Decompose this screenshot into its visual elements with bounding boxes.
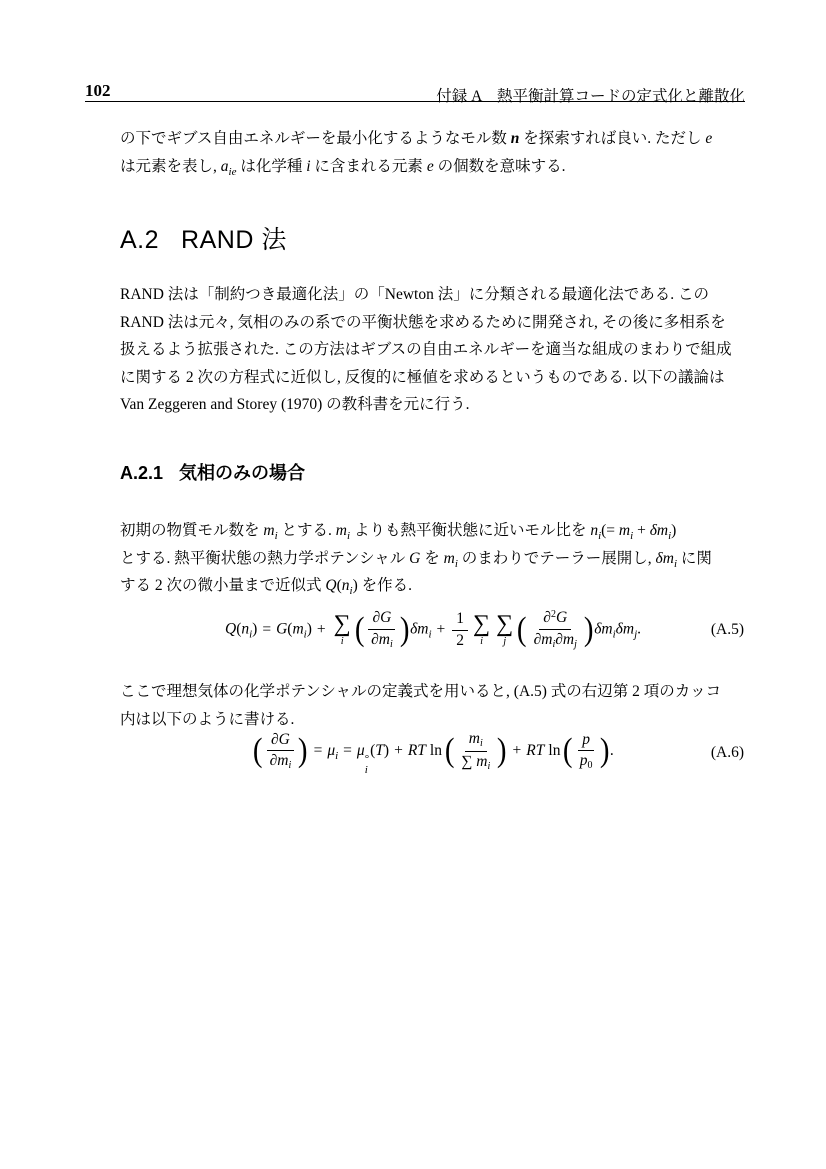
math-token: m bbox=[292, 620, 304, 638]
text-line bbox=[120, 678, 746, 706]
intro-paragraph bbox=[120, 125, 746, 180]
header-rule bbox=[85, 101, 745, 102]
math-token: δm bbox=[615, 620, 635, 638]
equals-sign: = bbox=[262, 620, 272, 638]
text-line bbox=[120, 125, 746, 153]
math-superscript: ° bbox=[364, 753, 370, 766]
math-token: m bbox=[468, 729, 480, 747]
inline-math: a bbox=[220, 157, 229, 175]
summation-index: i bbox=[340, 636, 344, 648]
math-subscript: i bbox=[428, 628, 432, 641]
math-token: ) bbox=[252, 620, 258, 638]
text-segment: する 2 次の微小量まで近似式 bbox=[120, 577, 326, 594]
text-line bbox=[120, 309, 746, 337]
summation bbox=[473, 612, 490, 648]
math-subscript: i bbox=[303, 628, 307, 641]
running-head: 付録 A 熱平衡計算コードの定式化と離散化 bbox=[436, 88, 745, 105]
inline-math: G bbox=[409, 549, 421, 567]
text-segment: のまわりでテーラー展開し, bbox=[457, 549, 656, 567]
math-subscript: i bbox=[288, 760, 292, 772]
inline-math: i bbox=[630, 530, 634, 542]
math-token: μ bbox=[356, 742, 365, 760]
equation-a6 bbox=[120, 722, 746, 784]
plus-sign: + bbox=[512, 742, 522, 760]
text-segment: は元素を表し, bbox=[120, 157, 221, 175]
section-heading-a2 bbox=[120, 220, 287, 256]
text-segment: ここで理想気体の化学ポテンシャルの定義式を用いると, (A.5) 式の右辺第 2 項のカッコ bbox=[120, 683, 722, 700]
text-segment: ) を作る. bbox=[352, 577, 412, 594]
text-line bbox=[120, 391, 746, 419]
math-token: ( bbox=[287, 620, 293, 638]
math-token: ∂m bbox=[371, 630, 390, 648]
section-number: A.2 bbox=[120, 226, 160, 254]
math-subscript: i bbox=[335, 750, 339, 763]
math-token: p bbox=[582, 730, 591, 748]
text-segment: + bbox=[633, 522, 650, 539]
math-token: G bbox=[555, 609, 568, 627]
plus-sign: + bbox=[394, 742, 403, 760]
text-segment: よりも熱平衡状態に近いモル比を bbox=[350, 522, 591, 539]
math-token: ∂m bbox=[269, 752, 289, 770]
math-subscript: i bbox=[487, 760, 491, 772]
fraction-one-half bbox=[452, 610, 468, 650]
text-segment: ) bbox=[671, 522, 677, 539]
text-segment: ( bbox=[336, 577, 342, 594]
text-segment: とする. bbox=[277, 522, 336, 539]
math-token: ∂ bbox=[543, 609, 551, 627]
text-segment: を探索すれば良い. ただし bbox=[519, 130, 706, 147]
math-token: . bbox=[609, 742, 614, 760]
plus-sign: + bbox=[316, 620, 326, 638]
equation-a6-body: ( $\frac{\partial G}{\partial m_i}$ ) = $\mu_i = \mu$ ° i (T) + RT ln( $\frac{m_i}{\sum m_i}$ ) + RT ln( $\frac{p}{p_0}$ ). bbox=[253, 729, 614, 777]
math-token: n bbox=[241, 620, 250, 638]
inline-math: m bbox=[335, 522, 347, 539]
text-segment: 初期の物質モル数を bbox=[120, 522, 264, 539]
fraction-second-derivative bbox=[530, 609, 581, 651]
equals-sign: = bbox=[343, 742, 352, 760]
math-token: ∂m bbox=[533, 630, 553, 648]
inline-math: i bbox=[598, 530, 602, 542]
math-token: RT bbox=[407, 742, 426, 760]
text-segment: 扱えるよう拡張された. この方法はギブスの自由エネルギーを適当な組成のまわりで組成 bbox=[120, 341, 732, 358]
text-segment: に関 bbox=[677, 549, 712, 567]
text-line bbox=[120, 153, 746, 181]
fraction-dG-dmi bbox=[367, 609, 397, 651]
fraction-pressure bbox=[576, 731, 597, 773]
inline-math: m bbox=[618, 522, 631, 539]
text-line bbox=[120, 364, 746, 392]
inline-math: i bbox=[274, 530, 278, 542]
text-line bbox=[120, 281, 746, 309]
ln-function: ln bbox=[548, 742, 561, 760]
text-segment: は化学種 bbox=[236, 157, 307, 175]
summation-index: i bbox=[480, 636, 484, 648]
inline-math: e bbox=[705, 130, 713, 147]
math-subscript: j bbox=[634, 628, 638, 641]
text-segment: 内は以下のように書ける. bbox=[120, 710, 295, 728]
math-subscript: i bbox=[389, 638, 393, 650]
subsection-number: A.2.1 bbox=[120, 463, 164, 483]
plus-sign: + bbox=[436, 620, 446, 638]
math-subscript: i bbox=[612, 628, 616, 641]
math-subscript: i bbox=[479, 737, 483, 749]
inline-math: m bbox=[263, 522, 275, 539]
math-token: Q bbox=[224, 620, 237, 638]
subsection-heading-a21 bbox=[120, 459, 305, 485]
math-token: RT bbox=[526, 742, 545, 760]
text-segment: RAND 法は元々, 気相のみの系での平衡状態を求めるために開発され, その後に多相系を bbox=[120, 313, 726, 331]
equation-a5 bbox=[120, 595, 746, 665]
math-superscript: 2 bbox=[550, 609, 556, 621]
math-token: ) bbox=[383, 742, 390, 760]
inline-math: i bbox=[668, 530, 672, 542]
text-segment: n bbox=[510, 130, 520, 147]
math-token: ∂m bbox=[555, 630, 575, 648]
inline-math: i bbox=[306, 157, 311, 175]
math-token: p bbox=[579, 752, 588, 770]
sigma-operator: ∑ bbox=[473, 611, 491, 638]
text-segment: を bbox=[420, 549, 444, 567]
math-token: ( bbox=[236, 620, 242, 638]
text-segment: の下でギブス自由エネルギーを最小化するようなモル数 bbox=[120, 130, 511, 147]
text-line bbox=[120, 517, 746, 545]
inline-math: δm bbox=[649, 522, 669, 539]
math-token: ∂G bbox=[270, 730, 290, 748]
summation bbox=[496, 612, 513, 648]
math-token: μ bbox=[327, 742, 336, 760]
math-token: ∂G bbox=[372, 609, 392, 627]
inline-math: δm bbox=[655, 549, 674, 567]
rand-paragraph bbox=[120, 281, 746, 419]
math-subscript: 0 bbox=[587, 760, 593, 772]
math-token: . bbox=[637, 620, 641, 638]
inline-math: e bbox=[426, 157, 434, 175]
math-token: T bbox=[375, 742, 384, 760]
math-token: δm bbox=[594, 620, 613, 638]
text-segment: (= bbox=[601, 522, 619, 539]
inline-math: Q bbox=[325, 577, 337, 594]
math-token: 2 bbox=[456, 631, 465, 649]
text-line bbox=[120, 336, 746, 364]
math-token: m bbox=[476, 752, 488, 770]
inline-math: n bbox=[341, 577, 350, 594]
math-token: ) bbox=[306, 620, 312, 638]
section-title: RAND 法 bbox=[181, 226, 287, 254]
math-subscript: i bbox=[552, 638, 556, 650]
sigma-operator: ∑ bbox=[461, 752, 473, 770]
text-line bbox=[120, 545, 746, 573]
summation-index: j bbox=[503, 636, 507, 648]
inline-math: n bbox=[590, 522, 599, 539]
text-segment: Van Zeggeren and Storey (1970) の教科書を元に行う. bbox=[120, 396, 470, 413]
math-subscript: j bbox=[574, 638, 577, 650]
text-segment: に関する 2 次の方程式に近似し, 反復的に極値を求めるというものである. 以下の議論は bbox=[120, 368, 725, 386]
inline-math: i bbox=[673, 557, 677, 570]
inline-math: i bbox=[347, 530, 351, 542]
sigma-operator: ∑ bbox=[333, 611, 351, 638]
math-token: δm bbox=[410, 620, 429, 638]
equation-a5-body: $Q(n_i) = G(m_i)$ + ∑ i ( $\frac{\partial G}{\partial m_i}$ )$\delta m_i$ + $\frac{1}{2}$ ∑ i ∑ j ( $\frac{\partial^2G}{\partial m_i\partial m_j}$ )$\delta m_i\delta m_j$. bbox=[224, 609, 641, 650]
sup-sub-stack bbox=[365, 754, 369, 776]
text-segment: とする. 熱平衡状態の熱力学ポテンシャル bbox=[120, 549, 410, 567]
text-segment: に含まれる元素 bbox=[310, 157, 427, 175]
fraction-mole-ratio bbox=[457, 730, 494, 773]
ln-function: ln bbox=[429, 742, 442, 760]
summation bbox=[334, 612, 351, 648]
math-subscript: i bbox=[249, 628, 253, 641]
equals-sign: = bbox=[313, 742, 323, 760]
math-subscript: i bbox=[364, 764, 368, 777]
subsection-title: 気相のみの場合 bbox=[179, 463, 306, 483]
math-token: 1 bbox=[452, 610, 468, 631]
math-token: ( bbox=[370, 742, 376, 760]
sigma-operator: ∑ bbox=[496, 611, 514, 638]
inline-math: i bbox=[349, 585, 353, 597]
gas-phase-paragraph bbox=[120, 517, 746, 600]
fraction-dG-dmi bbox=[266, 731, 296, 773]
inline-math: ie bbox=[228, 165, 237, 178]
page-number: 102 bbox=[85, 81, 111, 100]
text-segment: RAND 法は「制約つき最適化法」の「Newton 法」に分類される最適化法である. この bbox=[120, 286, 709, 303]
equation-label-a6: (A.6) bbox=[710, 744, 744, 761]
inline-math: i bbox=[454, 557, 458, 570]
math-token: G bbox=[276, 620, 288, 638]
text-segment: の個数を意味する. bbox=[433, 157, 566, 175]
inline-math: m bbox=[443, 549, 455, 567]
equation-label-a5: (A.5) bbox=[710, 621, 744, 638]
